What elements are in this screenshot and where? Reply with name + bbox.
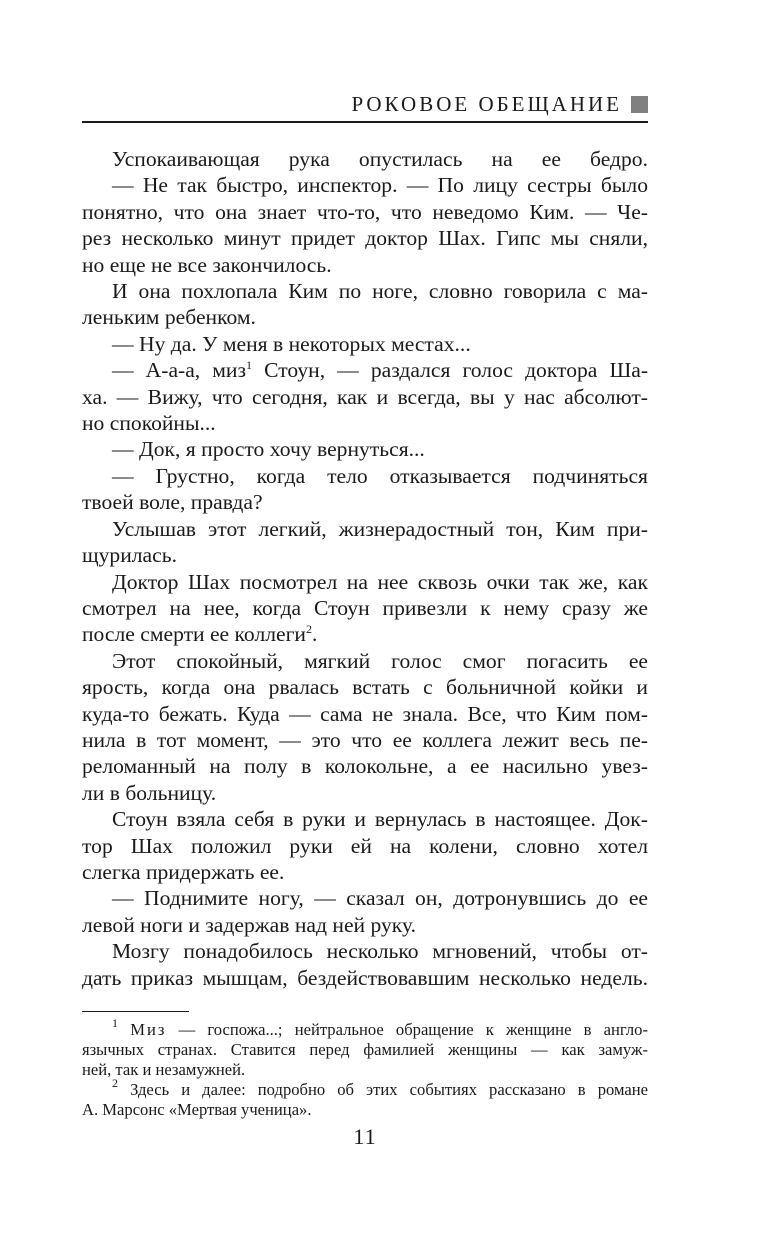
footnote-line: язычных странах. Ставится перед фамилией женщины — как замуж- — [82, 1040, 648, 1059]
footnote-2-marker: 2 — [112, 1076, 118, 1090]
text-line: — Ну да. У меня в некоторых местах... — [112, 331, 471, 356]
footnote-1-text: — госпожа...; нейтральное обращение к женщине в англо- — [178, 1020, 648, 1039]
header-square-mark — [631, 96, 648, 113]
text-line: Стоун взяла себя в руки и вернулась в настоящее. Док- — [112, 807, 648, 832]
footnote-rule — [82, 1011, 189, 1012]
text-line: — Док, я просто хочу вернуться... — [112, 437, 425, 462]
page-number: 11 — [353, 1124, 377, 1149]
footnote-line: ней, так и незамужней. — [82, 1060, 246, 1079]
footnote-ref-2: 2 — [306, 622, 312, 637]
text-segment: . — [312, 622, 318, 647]
text-segment: Стоун, — раздался голос доктора Ша- — [264, 358, 649, 383]
text-line: щурилась. — [82, 543, 177, 568]
footnote-1 — [82, 1016, 648, 1040]
text-line: но спокойны... — [82, 411, 216, 436]
text-line: смотрел на нее, когда Стоун привезли к нему сразу же — [82, 595, 648, 620]
running-header-title: РОКОВОЕ ОБЕЩАНИЕ — [351, 92, 622, 116]
text-line: И она похлопала Ким по ноге, словно говорила с ма- — [112, 279, 648, 304]
text-line: Мозгу понадобилось несколько мгновений, чтобы от- — [112, 939, 648, 964]
text-line: но еще не все закончилось. — [82, 252, 332, 277]
footnote-2-text: Здесь и далее: подробно об этих событиях рассказано в романе — [130, 1080, 648, 1099]
text-segment: — А-а-а, миз — [112, 358, 247, 383]
text-line: Услышав этот легкий, жизнерадостный тон, Ким при- — [112, 516, 648, 541]
text-line: — Не так быстро, инспектор. — По лицу сестры было — [112, 173, 648, 198]
footnote-1-term: Миз — [130, 1020, 167, 1039]
text-line: левой ноги и задержав над ней руку. — [82, 912, 417, 937]
text-line: слегка придержать ее. — [82, 859, 285, 884]
text-line: — Грустно, когда тело отказывается подчиняться — [112, 463, 648, 488]
text-line: дать приказ мышцам, бездействовавшим несколько недель. — [82, 965, 648, 990]
text-line: тор Шах положил руки ей на колени, словно хотел — [82, 833, 648, 858]
footnote-2 — [82, 1076, 648, 1100]
running-header — [82, 92, 648, 117]
text-line — [82, 357, 648, 383]
text-segment: после смерти ее коллеги — [82, 622, 306, 647]
main-text — [82, 146, 648, 991]
text-line: Доктор Шах посмотрел на нее сквозь очки так же, как — [112, 569, 648, 594]
footnote-line: А. Марсонс «Мертвая ученица». — [82, 1100, 312, 1119]
text-line: — Поднимите ногу, — сказал он, дотронувшись до ее — [112, 886, 648, 911]
text-line: куда-то бежать. Куда — сама не знала. Все, что Ким пом- — [82, 701, 648, 726]
text-line: нила в тот момент, — это что ее коллега лежит весь пе- — [82, 727, 648, 752]
header-rule — [82, 121, 648, 123]
text-line: реломанный на полу в колокольне, а ее насильно увез- — [82, 754, 648, 779]
text-line: ярость, когда она рвалась встать с больничной койки и — [82, 675, 648, 700]
text-line: понятно, что она знает что-то, что неведомо Ким. — Че- — [82, 199, 648, 224]
text-line: леньким ребенком. — [82, 305, 256, 330]
text-line: Успокаивающая рука опустилась на ее бедро. — [112, 147, 648, 171]
footnote-ref-1: 1 — [246, 358, 253, 373]
text-line: ха. — Вижу, что сегодня, как и всегда, вы у нас абсолют- — [82, 384, 648, 409]
text-line: твоей воле, правда? — [82, 490, 263, 515]
text-line: ли в больницу. — [82, 780, 217, 805]
text-line — [82, 621, 648, 647]
text-line: Этот спокойный, мягкий голос смог погасить ее — [112, 648, 648, 673]
footnotes — [82, 1016, 648, 1120]
footnote-1-marker: 1 — [112, 1016, 118, 1030]
text-line: рез несколько минут придет доктор Шах. Гипс мы сняли, — [82, 226, 648, 251]
